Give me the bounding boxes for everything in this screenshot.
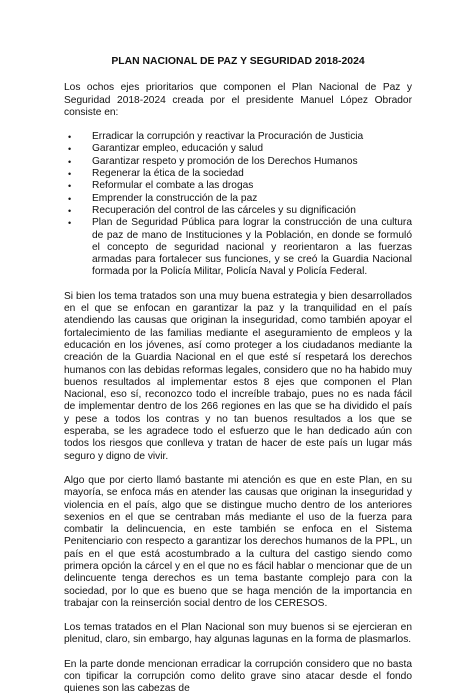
list-item-text: Plan de Seguridad Pública para lograr la construcción de una cultura de paz de mano de Instituciones y la Población, en donde se formuló el concepto de seguridad nacional y reorientaron a las fuerzas armadas para fortalecer sus funciones, y se creó la Guardia Nacional formada por la Policía Militar, Policía Naval y Policía Federal. <box>92 217 412 278</box>
bullet-icon: • <box>68 144 72 155</box>
list-item-text: Garantizar empleo, educación y salud <box>92 143 264 155</box>
list-item <box>64 143 412 155</box>
body-paragraph-2: Algo que por cierto llamó bastante mi atención es que en este Plan, en su mayoría, se enfoca más en atender las causas que originan la inseguridad y violencia en el país, algo que se distingue mucho dentro de los anteriores sexenios en el que se centraban más mediante el uso de la fuerza para combatir la delincuencia, en este también se enfoca en el Sistema Penitenciario con respecto a garantizar los derechos humanos de la PPL, un país en el que está acostumbrado a la cultura del castigo siendo como primera opción la cárcel y en el que no es fácil hablar o mencionar que de un delincuente tenga derechos es un tema bastante complejo para con la sociedad, por lo que es bueno que se haga mención de la importancia en trabajar con la reinserción social dentro de los CERESOS. <box>64 474 412 609</box>
body-paragraph-3: Los temas tratados en el Plan Nacional son muy buenos si se ejercieran en plenitud, claro, sin embargo, hay algunas lagunas en la forma de plasmarlos. <box>64 622 412 646</box>
document-title: PLAN NACIONAL DE PAZ Y SEGURIDAD 2018-2024 <box>111 56 365 67</box>
list-item-text: Regenerar la ética de la sociedad <box>92 168 244 180</box>
list-item <box>64 205 412 217</box>
list-item <box>64 193 412 205</box>
list-item <box>64 131 412 143</box>
bullet-icon: • <box>68 181 72 192</box>
list-item-text: Erradicar la corrupción y reactivar la Procuración de Justicia <box>92 131 364 143</box>
body-paragraph-4: En la parte donde mencionan erradicar la corrupción considero que no basta con tipificar la corrupción como delito grave sino atacar desde el fondo quienes son las cabezas de <box>64 658 412 695</box>
list-item <box>64 180 412 192</box>
bullet-icon: • <box>68 193 72 204</box>
intro-paragraph: Los ochos ejes prioritarios que componen el Plan Nacional de Paz y Seguridad 2018-2024 creada por el presidente Manuel López Obrador consiste en: <box>64 82 412 118</box>
body-paragraph-1: Si bien los tema tratados son una muy buena estrategia y bien desarrollados en el que se enfocan en garantizar la paz y la tranquilidad en el país atendiendo las causas que originan la inseguridad, como también apoyar el fortalecimiento de las familias mediante el aseguramiento de empleos y la educación en los jóvenes, así como proteger a los ciudadanos mediante la creación de la Guardia Nacional en el que esté sí respetará los derechos humanos con las debidas reformas legales, considero que no ha habido muy buenos resultados al implementar estos 8 ejes que componen el Plan Nacional, eso sí, reconozco todo el increíble trabajo, pues no es nada fácil de implementar dentro de los 266 regiones en las que se ha dividido el país y pese a todos los contras y no tan buenos resultados a los que se esperaba, se les agradece todo el esfuerzo que le han dedicado aún con todos los riesgos que conlleva y tratan de hacer de este país un lugar más seguro y digno de vivir. <box>64 290 412 462</box>
list-item <box>64 217 412 278</box>
list-item <box>64 156 412 168</box>
bullet-icon: • <box>68 156 72 167</box>
bullet-icon: • <box>68 218 72 229</box>
bullet-icon: • <box>68 132 72 143</box>
bullet-icon: • <box>68 169 72 180</box>
list-item-text: Recuperación del control de las cárceles y su dignificación <box>92 204 356 216</box>
list-item-text: Emprender la construcción de la paz <box>92 192 258 204</box>
list-item <box>64 168 412 180</box>
priority-axes-list <box>64 131 412 279</box>
list-item-text: Reformular el combate a las drogas <box>92 180 254 192</box>
bullet-icon: • <box>68 205 72 216</box>
list-item-text: Garantizar respeto y promoción de los Derechos Humanos <box>92 155 358 167</box>
